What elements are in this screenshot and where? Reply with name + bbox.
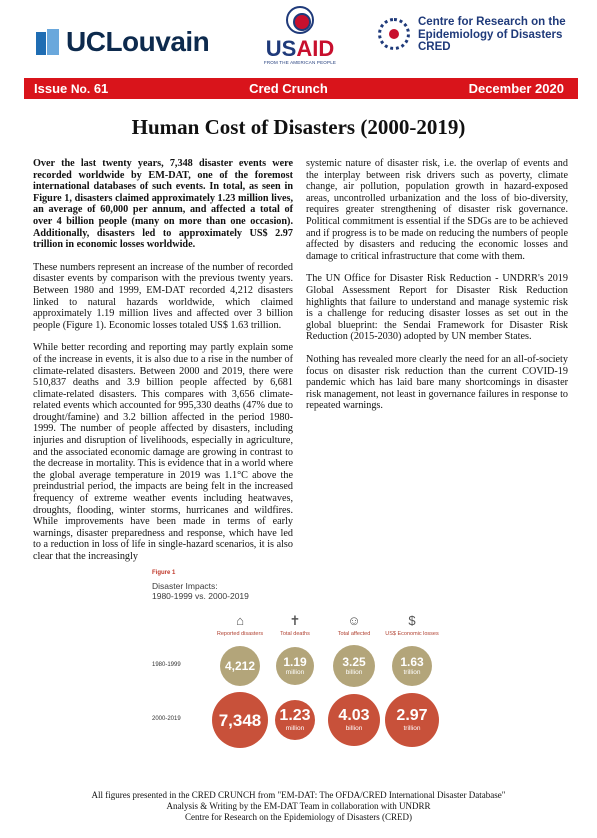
figure-column-label: Total deaths bbox=[280, 631, 310, 637]
figure-bubble-value: 1.63 bbox=[400, 654, 424, 669]
left-column bbox=[33, 158, 293, 574]
house-disaster-icon: ⌂ bbox=[236, 613, 244, 628]
footer-line: Centre for Research on the Epidemiology of Disasters (CRED) bbox=[185, 812, 412, 822]
figure-bubble-value: 4,212 bbox=[224, 659, 256, 673]
newsletter-name: Cred Crunch bbox=[249, 81, 328, 96]
figure-bubble-value: 4.03 bbox=[338, 706, 370, 724]
figure-column-header bbox=[382, 612, 442, 638]
footer-credits bbox=[0, 790, 597, 823]
figure-bubble bbox=[220, 646, 260, 686]
usaid-logo bbox=[258, 6, 342, 65]
usaid-seal-icon bbox=[286, 6, 314, 34]
figure-bubble-unit: million bbox=[285, 724, 305, 732]
uclouvain-mark-icon bbox=[36, 29, 60, 55]
body-paragraph: The UN Office for Disaster Risk Reduction - UNDRR's 2019 Global Assessment Report for Disaster Risk Reduction highlights that failure to understand and manage systemic risk is a challenge for reducing disaster losses as set out in the global blueprint: the Sendai Framework for Disaster Risk Reduction (2015-2030) adopted by UN member States. bbox=[306, 273, 568, 343]
figure-bubble bbox=[328, 694, 380, 746]
cred-globe-icon bbox=[378, 18, 410, 50]
money-icon: $ bbox=[408, 613, 416, 628]
figure-column-label: Total affected bbox=[337, 631, 371, 637]
figure-row-label: 2000-2019 bbox=[152, 716, 181, 722]
figure-column-header bbox=[210, 612, 270, 638]
figure-disaster-impacts bbox=[150, 570, 450, 750]
figure-label: Figure 1 bbox=[152, 570, 176, 576]
body-paragraph: These numbers represent an increase of the number of recorded disaster events by comparison with the previous twenty years. Between 1980 and 1999, EM-DAT recorded 4,212 disasters linked to natural hazards worldwide, which claimed approximately 1.19 million lives and affected over 3 billion people (Figure 1). Economic losses totaled US$ 1.63 trillion. bbox=[33, 261, 293, 331]
body-paragraph: While better recording and reporting may partly explain some of the increase in events, it is also due to a rise in the number of climate-related disasters. Between 2000 and 2019, there were 510,837 deaths and 3.9 billion people affected by 6,681 climate-related disasters. This compares with 3,656 climate-related events which accounted for 995,330 deaths (47% due to drought/famine) and 3.2 billion affected in the period 1980-1999. The number of people affected by disasters, including injuries and disruption of livelihoods, especially in agriculture, and the associated economic damage are growing in contrast to the decrease in mortality. This is evidence that in a world where the global average temperature in 2019 was 1.1°C above the preindustrial period, the impacts are being felt in the increased frequency of extreme weather events including heatwaves, droughts, flooding, winter storms, hurricanes and wildfires. While improvements have been made in terms of early warnings, disaster preparedness and response, which have led to a reduction in loss of life in single-hazard scenarios, it is also clear that the increasingly bbox=[33, 342, 293, 562]
body-paragraph: Nothing has revealed more clearly the need for an all-of-society focus on disaster risk reduction than the current COVID-19 pandemic which has laid bare many shortcomings in disaster risk management, not least in governance failures in response to repeated warnings. bbox=[306, 353, 568, 412]
figure-bubble-unit: trillion bbox=[403, 724, 421, 732]
figure-bubble-unit: billion bbox=[345, 724, 363, 732]
figure-column-label: Reported disasters bbox=[216, 631, 264, 637]
figure-bubble-value: 1.23 bbox=[279, 706, 311, 724]
figure-bubble bbox=[333, 645, 375, 687]
figure-column-label: US$ Economic losses bbox=[385, 631, 439, 637]
figure-bubble-value: 2.97 bbox=[396, 706, 428, 724]
figure-bubble bbox=[275, 700, 315, 740]
figure-bubble-unit: million bbox=[285, 668, 305, 676]
figure-bubble bbox=[212, 692, 268, 748]
uclouvain-logo-text: UCLouvain bbox=[66, 26, 210, 57]
body-paragraph: systemic nature of disaster risk, i.e. the overlap of events and the interplay between risk drivers such as poverty, climate change, air pollution, population growth in hazard-exposed areas, uncontrolled urbanization and the loss of bio-diversity, requires greater strengthening of disaster risk governance. Political commitment is essential if the SDGs are to be achieved and if progress is to be made on reducing the numbers of people affected by disasters and reducing the economic losses and damage to critical infrastructure that come with them. bbox=[306, 158, 568, 262]
people-icon: ☺ bbox=[347, 613, 361, 628]
footer-line: All figures presented in the CRED CRUNCH from "EM-DAT: The OFDA/CRED International Disaster Database" bbox=[91, 790, 506, 800]
figure-bubble-value: 1.19 bbox=[283, 654, 307, 669]
figure-column-header bbox=[324, 612, 384, 638]
person-x-icon: ✝ bbox=[289, 613, 301, 628]
figure-title: Disaster Impacts: 1980-1999 vs. 2000-2019 bbox=[152, 581, 249, 601]
issue-date: December 2020 bbox=[468, 81, 564, 96]
cred-logo bbox=[378, 16, 566, 54]
figure-row-label: 1980-1999 bbox=[152, 662, 181, 668]
right-column bbox=[306, 158, 568, 423]
page-title: Human Cost of Disasters (2000-2019) bbox=[131, 115, 466, 139]
footer-line: Analysis & Writing by the EM-DAT Team in collaboration with UNDRR bbox=[166, 801, 431, 811]
figure-bubble-value: 3.25 bbox=[342, 654, 366, 669]
figure-bubble-value: 7,348 bbox=[218, 710, 262, 730]
figure-bubble bbox=[392, 646, 432, 686]
figure-column-header bbox=[265, 612, 325, 638]
figure-bubble bbox=[276, 647, 314, 685]
usaid-wordmark: USAID bbox=[265, 36, 335, 61]
figure-bubble-unit: billion bbox=[345, 668, 363, 676]
uclouvain-logo bbox=[36, 26, 209, 58]
issue-number: Issue No. 61 bbox=[34, 81, 109, 96]
issue-banner bbox=[24, 78, 578, 99]
cred-logo-text: Centre for Research on the Epidemiology of Disasters CRED bbox=[418, 16, 566, 53]
figure-bubble-unit: trillion bbox=[403, 668, 421, 676]
usaid-tagline: FROM THE AMERICAN PEOPLE bbox=[263, 60, 337, 65]
figure-bubble bbox=[385, 693, 439, 747]
lead-paragraph: Over the last twenty years, 7,348 disaster events were recorded worldwide by EM-DAT, one of the foremost international databases of such events. In total, as seen in Figure 1, disasters claimed approximately 1.23 million lives, an average of 60,000 per annum, and affected a total of over 4 billion people (many on more than one occasion). Additionally, disasters led to approximately US$ 2.97 trillion in economic losses worldwide. bbox=[33, 158, 293, 251]
